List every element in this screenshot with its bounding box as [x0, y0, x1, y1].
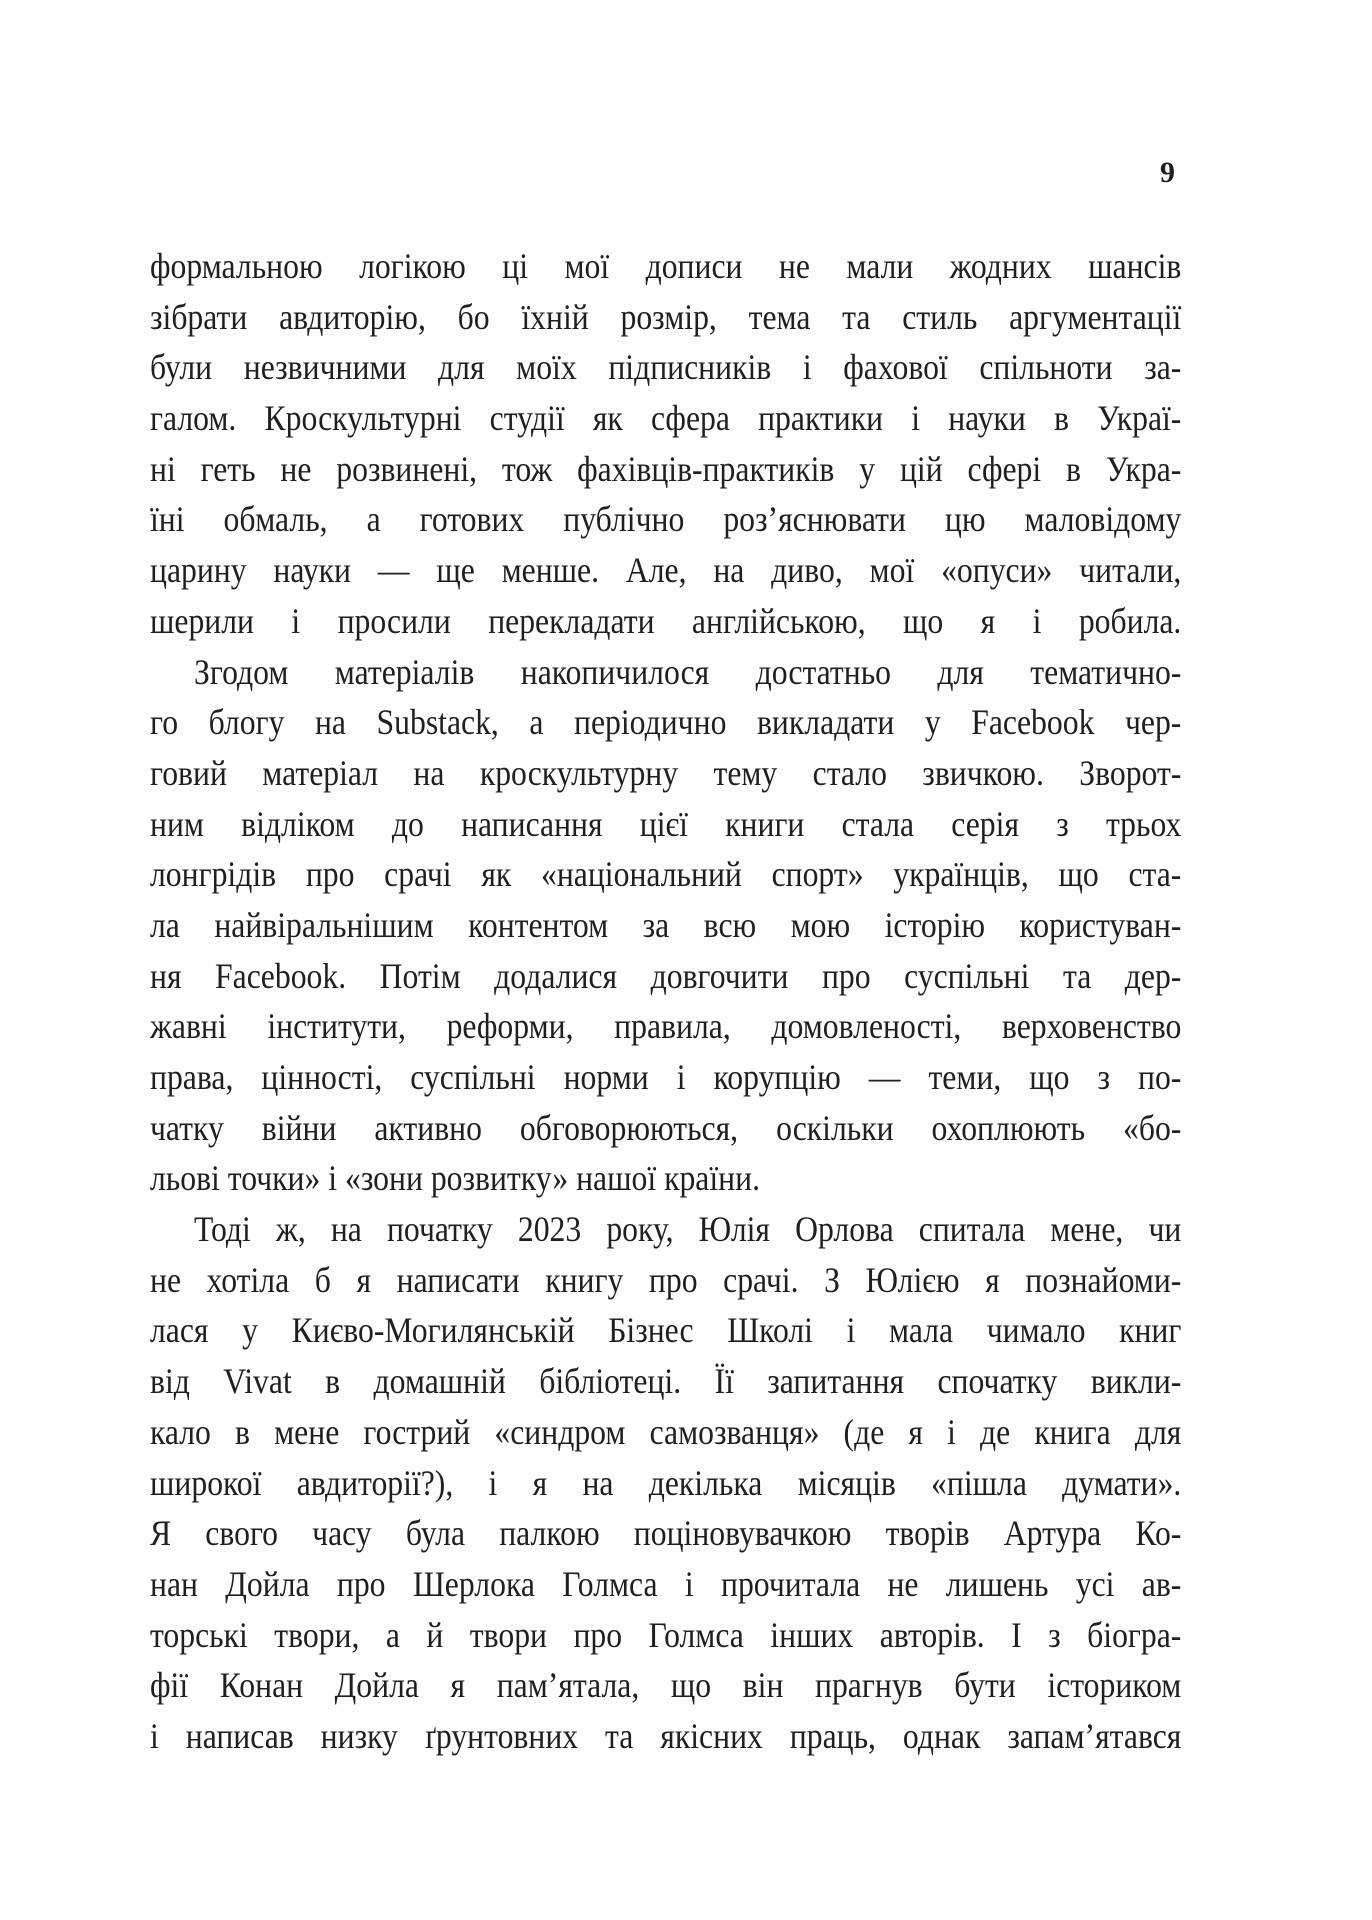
text-line: лонгрідів про срачі як «національний спорт» українців, що ста-	[150, 854, 1182, 895]
text-line: кало в мене гострий «синдром самозванця» (де я і де книга для	[150, 1411, 1182, 1452]
text-line: Тоді ж, на початку 2023 року, Юлія Орлова спитала мене, чи	[194, 1209, 1182, 1250]
text-line: шерили і просили перекладати англійською, що я і робила.	[150, 600, 1182, 641]
text-line: не хотіла б я написати книгу про срачі. З Юлією я познайоми-	[150, 1259, 1182, 1300]
text-line: нан Дойла про Шерлока Голмса і прочитала не лишень усі ав-	[150, 1563, 1182, 1604]
text-line: чатку війни активно обговорюються, оскільки охоплюють «бо-	[150, 1107, 1182, 1148]
text-line: формальною логікою ці мої дописи не мали жодних шансів	[150, 246, 1182, 286]
text-line: Згодом матеріалів накопичилося достатньо для тематично-	[194, 651, 1182, 692]
text-line: ним відліком до написання цієї книги стала серія з трьох	[150, 803, 1182, 844]
text-line: го блогу на Substack, а періодично викладати у Facebook чер-	[150, 702, 1182, 743]
text-line: від Vivat в домашній бібліотеці. Її запитання спочатку викли-	[150, 1361, 1182, 1402]
text-line: говий матеріал на кроскультурну тему стало звичкою. Зворот-	[150, 752, 1182, 793]
text-line: льові точки» і «зони розвитку» нашої країни.	[150, 1158, 761, 1199]
body-text	[150, 241, 1181, 1762]
text-line: лася у Києво-Могилянській Бізнес Школі і мала чимало книг	[150, 1310, 1182, 1351]
text-line: широкої авдиторії?), і я на декілька місяців «пішла думати».	[150, 1462, 1182, 1503]
text-line: зібрати авдиторію, бо їхній розмір, тема та стиль аргументації	[150, 296, 1182, 337]
text-line: були незвичними для моїх підписників і фахової спільноти за-	[150, 347, 1182, 388]
page-number: 9	[1160, 156, 1175, 189]
text-line: права, цінності, суспільні норми і корупцію — теми, що з по-	[150, 1057, 1182, 1097]
text-line: фії Конан Дойла я пам’ятала, що він прагнув бути істориком	[150, 1665, 1182, 1706]
text-line: ні геть не розвинені, тож фахівців-практиків у цій сфері в Укра-	[150, 448, 1182, 489]
text-line: жавні інститути, реформи, правила, домовленості, верховенство	[150, 1006, 1182, 1047]
text-line: Я свого часу була палкою поціновувачкою творів Артура Ко-	[150, 1513, 1182, 1554]
text-line: торські твори, а й твори про Голмса інших авторів. І з біогра-	[150, 1614, 1182, 1655]
text-line: ня Facebook. Потім додалися довгочити про суспільні та дер-	[150, 955, 1182, 996]
text-line: галом. Кроскультурні студії як сфера практики і науки в Украї-	[150, 398, 1182, 439]
text-line: і написав низку ґрунтовних та якісних праць, однак запам’ятався	[150, 1715, 1182, 1756]
text-line: царину науки — ще менше. Але, на диво, мої «опуси» читали,	[150, 550, 1182, 591]
text-line: ла найвіральнішим контентом за всю мою історію користуван-	[150, 904, 1182, 945]
text-line: їні обмаль, а готових публічно роз’яснювати цю маловідому	[150, 499, 1182, 540]
